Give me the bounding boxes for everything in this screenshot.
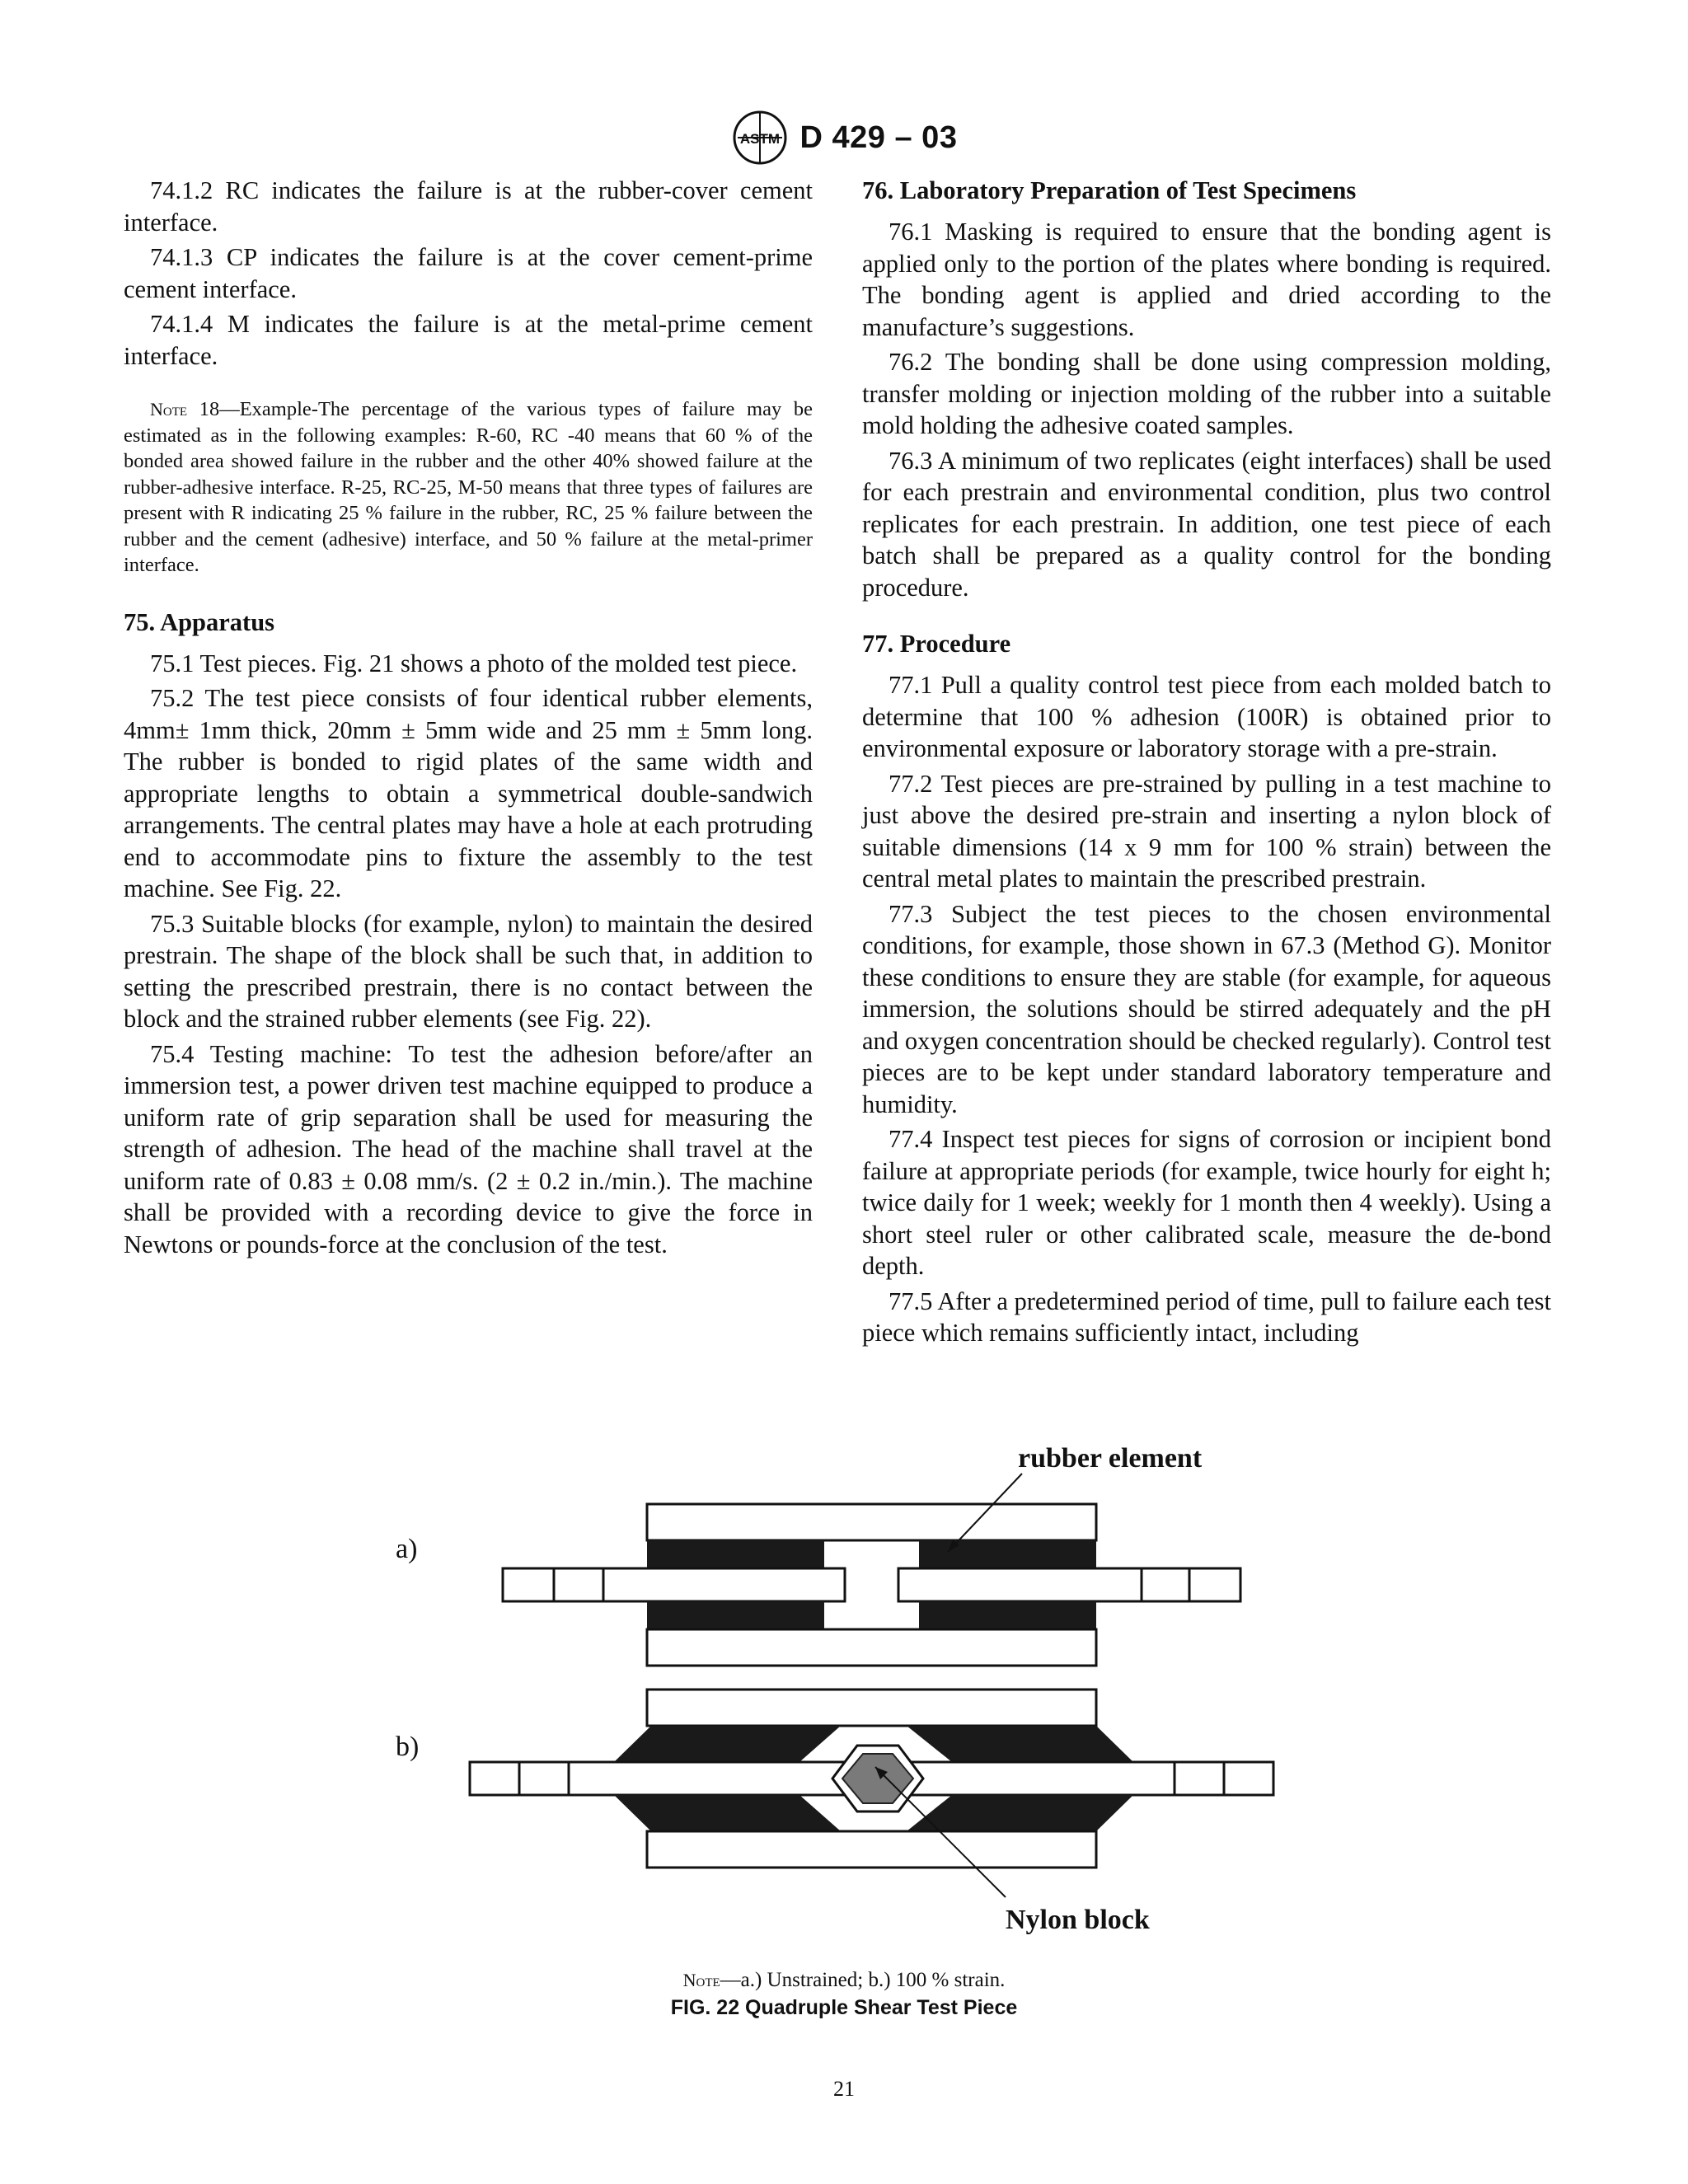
section-75-heading: 75. Apparatus xyxy=(124,607,275,636)
paragraph-75-4: 75.4 Testing machine: To test the adhesion before/after an immersion test, a power driven test machine equipped to produce a uniform rate of grip separation shall be used for measuring the strength of adhesion. The head of the machine shall travel at the uniform rate of 0.83 ± 0.08 mm/s. (2 ± 0.2 in./min.). The machine shall be provided with a recording device to give the force in Newtons or pounds-force at the conclusion of the test. xyxy=(124,1039,813,1258)
document-designation: D 429 – 03 xyxy=(799,120,958,155)
top-plate-a xyxy=(647,1504,1096,1540)
note-18-text: 18—Example-The percentage of the various types of failure may be estimated as in the following examples: R-60, RC -40 means that 60 % of the bonded area showed failure in the rubber and the other 40% showed failure at the rubber-adhesive interface. R-25, RC-25, M-50 means that three types of failures are present with R indicating 25 % failure in the rubber, RC, 25 % failure between the rubber and the cement (adhesive) interface, and 50 % failure at the metal-primer interface. xyxy=(124,398,813,576)
paragraph-77-4: 77.4 Inspect test pieces for signs of corrosion or incipient bond failure at appropriate periods (for example, twice hourly for eight h; twice daily for 1 week; weekly for 1 month then 4 weekly). Using a short steel ruler or other calibrated scale, measure the de-bond depth. xyxy=(862,1125,1551,1280)
figure-22-title: FIG. 22 Quadruple Shear Test Piece xyxy=(670,1996,1018,2019)
left-column xyxy=(124,175,813,1263)
paragraph-74-1-3: 74.1.3 CP indicates the failure is at the cover cement-prime cement interface. xyxy=(124,243,813,303)
note-18 xyxy=(124,396,813,579)
rubber-element-a-bottom-left xyxy=(647,1601,824,1629)
figure-22-diagram xyxy=(371,1434,1319,1953)
rubber-element-b-bottom-left xyxy=(614,1795,841,1831)
unstrained-assembly xyxy=(503,1504,1240,1666)
label-a: a) xyxy=(396,1534,418,1564)
page-number: 21 xyxy=(833,2077,855,2101)
quadruple-shear-drawing xyxy=(371,1434,1319,1953)
astm-logo-icon xyxy=(731,109,789,166)
figure-note-text: —a.) Unstrained; b.) 100 % strain. xyxy=(720,1969,1006,1991)
paragraph-74-1-4: 74.1.4 M indicates the failure is at the metal-prime cement interface. xyxy=(124,310,813,370)
nylon-block-callout: Nylon block xyxy=(1006,1905,1150,1935)
paragraph-77-1: 77.1 Pull a quality control test piece from each molded batch to determine that 100 % adhesion (100R) is obtained prior to environmental exposure or laboratory storage with a pre-strain. xyxy=(862,671,1551,762)
paragraph-77-5: 77.5 After a predetermined period of time, pull to failure each test piece which remains sufficiently intact, including xyxy=(862,1286,1551,1347)
note-18-label: Note xyxy=(150,399,188,419)
paragraph-75-3: 75.3 Suitable blocks (for example, nylon) to maintain the desired prestrain. The shape of the block shall be such that, in addition to setting the prescribed prestrain, there is no contact between the block and the strained rubber elements (see Fig. 22). xyxy=(124,909,813,1033)
rubber-element-a-top-left xyxy=(647,1540,824,1568)
rubber-element-b-top-right xyxy=(907,1726,1133,1762)
paragraph-77-2: 77.2 Test pieces are pre-strained by pulling in a test machine to just above the desired pre-strain and inserting a nylon block of suitable dimensions (14 x 9 mm for 100 % strain) between the central metal plates to maintain the prescribed prestrain. xyxy=(862,769,1551,893)
paragraph-75-2: 75.2 The test piece consists of four identical rubber elements, 4mm± 1mm thick, 20mm ± 5mm wide and 25 mm ± 5mm long. The rubber is bonded to rigid plates of the same width and appropriate lengths to obtain a symmetrical double-sandwich arrangements. The central plates may have a hole at each protruding end to accommodate pins to fixture the assembly to the test machine. See Fig. 22. xyxy=(124,684,813,902)
label-b: b) xyxy=(396,1732,420,1762)
bottom-plate-a xyxy=(647,1629,1096,1666)
strained-assembly xyxy=(470,1690,1273,1868)
paragraph-76-2: 76.2 The bonding shall be done using compression molding, transfer molding or injection molding of the rubber into a suitable mold holding the adhesive coated samples. xyxy=(862,348,1551,439)
section-77-heading: 77. Procedure xyxy=(862,630,1011,658)
rubber-element-b-bottom-right xyxy=(907,1795,1133,1831)
central-plate-b-left xyxy=(470,1762,845,1795)
central-plate-b-right xyxy=(898,1762,1273,1795)
rubber-element-a-top-right xyxy=(919,1540,1096,1568)
svg-text:ASTM: ASTM xyxy=(739,131,780,147)
bottom-plate-b xyxy=(647,1831,1096,1868)
figure-note-label: Note xyxy=(682,1970,720,1990)
paragraph-76-3: 76.3 A minimum of two replicates (eight interfaces) shall be used for each prestrain and environmental condition, plus two control replicates for each prestrain. In addition, one test piece of each batch shall be prepared as a quality control for the bonding procedure. xyxy=(862,446,1551,602)
paragraph-77-3: 77.3 Subject the test pieces to the chosen environmental conditions, for example, those shown in 67.3 (Method G). Monitor these conditions to ensure they are stable (for example, for aqueous immersion, the solutions should be stirred adequately and the pH and oxygen concentration should be checked regularly). Control test pieces are to be kept under standard laboratory temperature and humidity. xyxy=(862,899,1551,1118)
paragraph-74-1-2: 74.1.2 RC indicates the failure is at the rubber-cover cement interface. xyxy=(124,176,813,237)
paragraph-76-1: 76.1 Masking is required to ensure that the bonding agent is applied only to the portion of the plates where bonding is required. The bonding agent is applied and dried according to the manufacture’s suggestions. xyxy=(862,218,1551,341)
paragraph-75-1: 75.1 Test pieces. Fig. 21 shows a photo of the molded test piece. xyxy=(150,649,798,677)
rubber-element-b-top-left xyxy=(614,1726,841,1762)
rubber-element-callout: rubber element xyxy=(1018,1443,1203,1474)
right-column xyxy=(862,175,1551,1352)
rubber-element-a-bottom-right xyxy=(919,1601,1096,1629)
figure-22-note xyxy=(0,1968,1688,1993)
top-plate-b xyxy=(647,1690,1096,1726)
section-76-heading: 76. Laboratory Preparation of Test Specimens xyxy=(862,176,1357,204)
document-header xyxy=(0,109,1688,166)
